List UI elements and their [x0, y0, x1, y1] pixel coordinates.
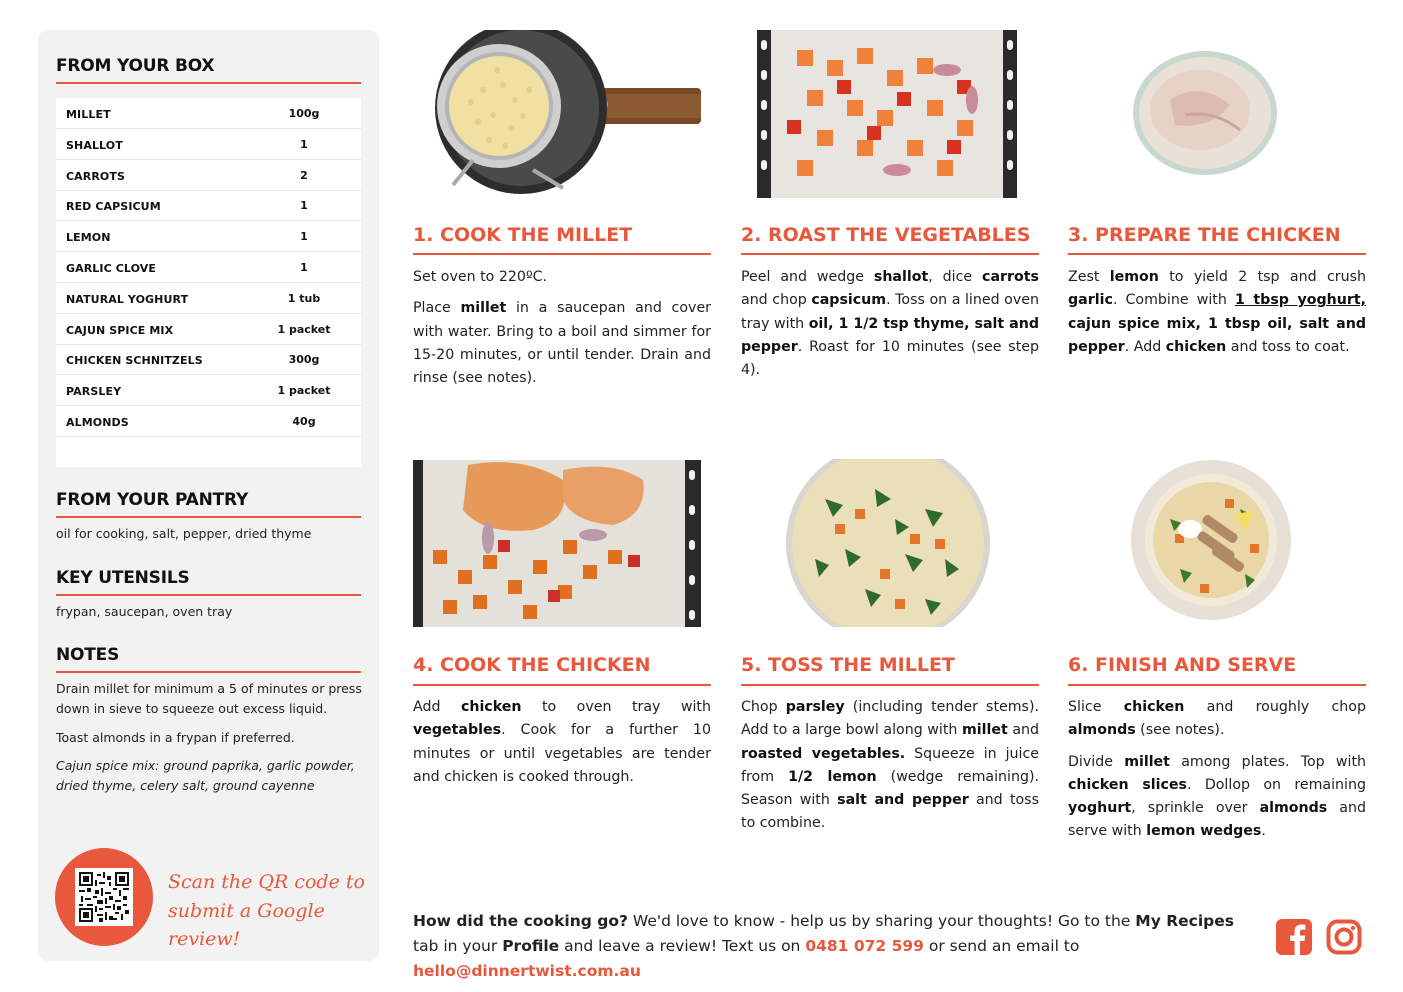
ingredient-emphasis: cajun spice mix, 1 tbsp oil, salt and pepper [1068, 315, 1366, 355]
ingredient-emphasis: almonds [1068, 722, 1136, 739]
step-3-instructions [1068, 266, 1366, 367]
instruction-paragraph [1068, 751, 1366, 844]
ingredient-emphasis: salt and pepper [837, 792, 969, 809]
instruction-text: to oven tray with [521, 699, 711, 715]
ingredient-quantity: 100g [288, 107, 320, 120]
ingredient-emphasis: chicken [1165, 338, 1227, 355]
note-line: Drain millet for minimum a 5 of minutes or press down in sieve to squeeze out excess liquid. [56, 681, 362, 716]
notes-heading: NOTES [56, 645, 120, 665]
instruction-text: Place [413, 300, 461, 317]
instruction-text: . Dollop on remaining [1186, 776, 1366, 793]
step-2-title: 2. ROAST THE VEGETABLES [741, 224, 1031, 246]
profile-label: Profile [502, 937, 560, 955]
heading-rule [56, 516, 361, 518]
qr-code[interactable] [75, 868, 133, 926]
ingredient-emphasis: lemon [1109, 269, 1159, 285]
from-your-box-heading: FROM YOUR BOX [56, 56, 215, 76]
instruction-text: . [1261, 823, 1266, 840]
ingredient-name: CAJUN SPICE MIX [66, 323, 174, 337]
facebook-icon[interactable] [1276, 919, 1312, 955]
step-5-title: 5. TOSS THE MILLET [741, 654, 955, 676]
ingredient-quantity: 1 [300, 230, 308, 244]
ingredient-name: GARLIC CLOVE [66, 262, 156, 275]
instruction-text: and roughly chop [1184, 699, 1366, 715]
step-4-title: 4. COOK THE CHICKEN [413, 654, 651, 676]
ingredient-name: PARSLEY [66, 385, 122, 399]
instruction-text: . Combine with [1112, 292, 1235, 309]
instruction-paragraph [1068, 696, 1366, 743]
heading-rule [56, 594, 361, 596]
ingredient-emphasis: chicken [1123, 699, 1185, 715]
instruction-text: Slice [1068, 699, 1124, 715]
step-rule [413, 253, 711, 255]
step-rule [1068, 253, 1366, 255]
my-recipes-label: My Recipes [1135, 912, 1234, 930]
step-6-title: 6. FINISH AND SERVE [1068, 654, 1297, 676]
instruction-text: (including tender stems). Add to a large bowl along with [741, 699, 1039, 739]
ingredient-emphasis: almonds [1259, 800, 1328, 817]
instruction-text: and [1007, 722, 1040, 739]
qr-caption-line2: submit a Google review! [168, 900, 325, 950]
ingredient-row [56, 160, 361, 191]
instruction-text: Peel and wedge [741, 269, 874, 285]
ingredient-emphasis: yoghurt [1068, 800, 1132, 817]
footer-lead: How did the cooking go? [413, 912, 628, 930]
step-1-instructions [413, 266, 711, 398]
instruction-text: Divide [1068, 753, 1125, 770]
instruction-text: to yield 2 tsp and crush [1158, 269, 1366, 285]
ingredient-row [56, 283, 361, 314]
instruction-text: . Add [1124, 338, 1166, 355]
instruction-text: Set oven to 220ºC. [413, 269, 548, 285]
ingredient-emphasis: millet [460, 300, 507, 317]
ingredients-table [56, 98, 361, 467]
finished-dish-plate-photo [1130, 459, 1292, 621]
ingredient-quantity: 300g [288, 353, 320, 367]
instruction-text: in a saucepan and cover with water. Bring to a boil and simmer for 15-20 minutes, or until tender. Drain and rinse (see notes). [413, 300, 712, 387]
instruction-text: and serve with [1068, 800, 1366, 840]
ingredient-quantity: 1 [300, 199, 308, 213]
instruction-text: Squeeze in juice from [741, 745, 1039, 785]
instruction-text: and toss to combine. [741, 792, 1039, 832]
ingredient-row [56, 406, 361, 437]
chicken-vegetables-tray-photo [413, 460, 701, 627]
ingredient-quantity: 1 [300, 261, 308, 274]
step-2-instructions [741, 266, 1039, 390]
pantry-text: oil for cooking, salt, pepper, dried thyme [56, 526, 312, 541]
ingredient-name: ALMONDS [66, 416, 129, 429]
instruction-paragraph [413, 696, 711, 789]
ingredient-name: MILLET [66, 108, 111, 121]
ingredient-row [56, 190, 361, 221]
step-6-instructions [1068, 696, 1366, 852]
instruction-text: . Cook for a further 10 minutes or until vegetables are tender and chicken is cooked through. [413, 722, 711, 785]
heading-rule [56, 671, 361, 673]
ingredient-row [56, 314, 361, 345]
instruction-text: and toss to coat. [1226, 338, 1350, 355]
email-link[interactable]: hello@dinnertwist.com.au [413, 962, 641, 980]
ingredient-emphasis: roasted vegetables. [741, 745, 906, 762]
ingredient-emphasis: carrots [982, 269, 1039, 285]
ingredient-emphasis: 1 tbsp yoghurt, [1234, 292, 1366, 309]
footer-text: or send an email to [923, 937, 1080, 955]
ingredient-emphasis: chicken [460, 699, 522, 715]
ingredient-name: SHALLOT [66, 138, 123, 152]
ingredient-quantity: 2 [300, 168, 308, 182]
ingredient-quantity: 1 packet [277, 384, 331, 398]
millet-saucepan-photo [433, 30, 701, 198]
instruction-text: (wedge remaining). Season with [741, 768, 1040, 809]
instruction-paragraph [741, 696, 1039, 836]
instruction-text: . Roast for 10 minutes (see step 4). [741, 338, 1039, 379]
ingredient-emphasis: parsley [785, 699, 845, 715]
instruction-paragraph [741, 266, 1039, 382]
qr-caption-line1: Scan the QR code to [168, 871, 365, 893]
step-rule [413, 684, 711, 686]
step-3-title: 3. PREPARE THE CHICKEN [1068, 224, 1341, 246]
instruction-text: Add [413, 699, 461, 715]
step-1-title: 1. COOK THE MILLET [413, 224, 633, 246]
utensils-text: frypan, saucepan, oven tray [56, 604, 233, 619]
ingredient-emphasis: millet [961, 722, 1008, 739]
review-footer [413, 909, 1263, 984]
ingredient-name: CARROTS [66, 169, 126, 183]
qr-code-badge[interactable] [55, 848, 153, 946]
ingredient-emphasis: oil, 1 1/2 tsp thyme, salt and pepper [741, 315, 1039, 355]
ingredient-quantity: 1 packet [277, 322, 331, 336]
ingredient-quantity: 40g [292, 415, 316, 428]
chicken-marinade-bowl-photo [1130, 50, 1280, 176]
instruction-paragraph [1068, 266, 1366, 359]
ingredient-emphasis: shallot [873, 269, 929, 285]
from-your-pantry-heading: FROM YOUR PANTRY [56, 490, 249, 510]
ingredient-name: NATURAL YOGHURT [66, 292, 189, 306]
instruction-text: among plates. Top with [1169, 753, 1366, 770]
ingredient-emphasis: garlic [1068, 292, 1113, 309]
step-4-instructions [413, 696, 711, 797]
instruction-text: (see notes). [1135, 722, 1225, 739]
instruction-text: . Toss on a lined oven tray with [741, 292, 1039, 332]
instruction-text: Zest [1068, 269, 1110, 285]
step-rule [741, 253, 1039, 255]
qr-code-icon [79, 872, 129, 922]
ingredient-name: LEMON [66, 231, 111, 245]
ingredient-row [56, 252, 361, 283]
ingredient-row [56, 375, 361, 406]
key-utensils-heading: KEY UTENSILS [56, 568, 190, 588]
ingredient-emphasis: capsicum [811, 292, 887, 309]
instruction-paragraph [413, 266, 711, 289]
ingredient-quantity: 1 [300, 137, 308, 151]
ingredient-quantity: 1 tub [287, 291, 321, 305]
phone-link[interactable]: 0481 072 599 [805, 937, 924, 955]
instruction-text: , sprinkle over [1131, 800, 1260, 817]
instagram-icon[interactable] [1326, 919, 1362, 955]
instruction-text: and chop [741, 292, 812, 309]
step-rule [1068, 684, 1366, 686]
instruction-text: , dice [928, 269, 983, 285]
millet-salad-bowl-photo [785, 459, 991, 627]
ingredient-name: RED CAPSICUM [66, 200, 161, 214]
ingredient-emphasis: lemon wedges [1146, 823, 1262, 840]
ingredient-row [56, 344, 361, 375]
ingredient-emphasis: chicken slices [1068, 776, 1187, 793]
heading-rule [56, 82, 361, 84]
ingredient-emphasis: millet [1124, 753, 1170, 770]
roast-vegetables-tray-photo [757, 30, 1017, 198]
ingredient-emphasis: 1/2 lemon [788, 768, 877, 785]
note-line: Cajun spice mix: ground paprika, garlic powder, dried thyme, celery salt, ground cayenne [56, 758, 355, 793]
instruction-text: Chop [741, 699, 786, 715]
ingredient-row [56, 129, 361, 160]
footer-text: and leave a review! Text us on [559, 937, 806, 955]
footer-text: tab in your [413, 937, 503, 955]
note-line: Toast almonds in a frypan if preferred. [56, 730, 295, 745]
footer-text: We'd love to know - help us by sharing your thoughts! Go to the [627, 912, 1136, 930]
ingredient-name: CHICKEN SCHNITZELS [66, 354, 203, 368]
ingredient-row [56, 221, 361, 252]
instruction-paragraph [413, 297, 711, 390]
ingredient-row [56, 98, 361, 129]
ingredient-emphasis: vegetables [413, 722, 502, 739]
step-5-instructions [741, 696, 1039, 844]
step-rule [741, 684, 1039, 686]
